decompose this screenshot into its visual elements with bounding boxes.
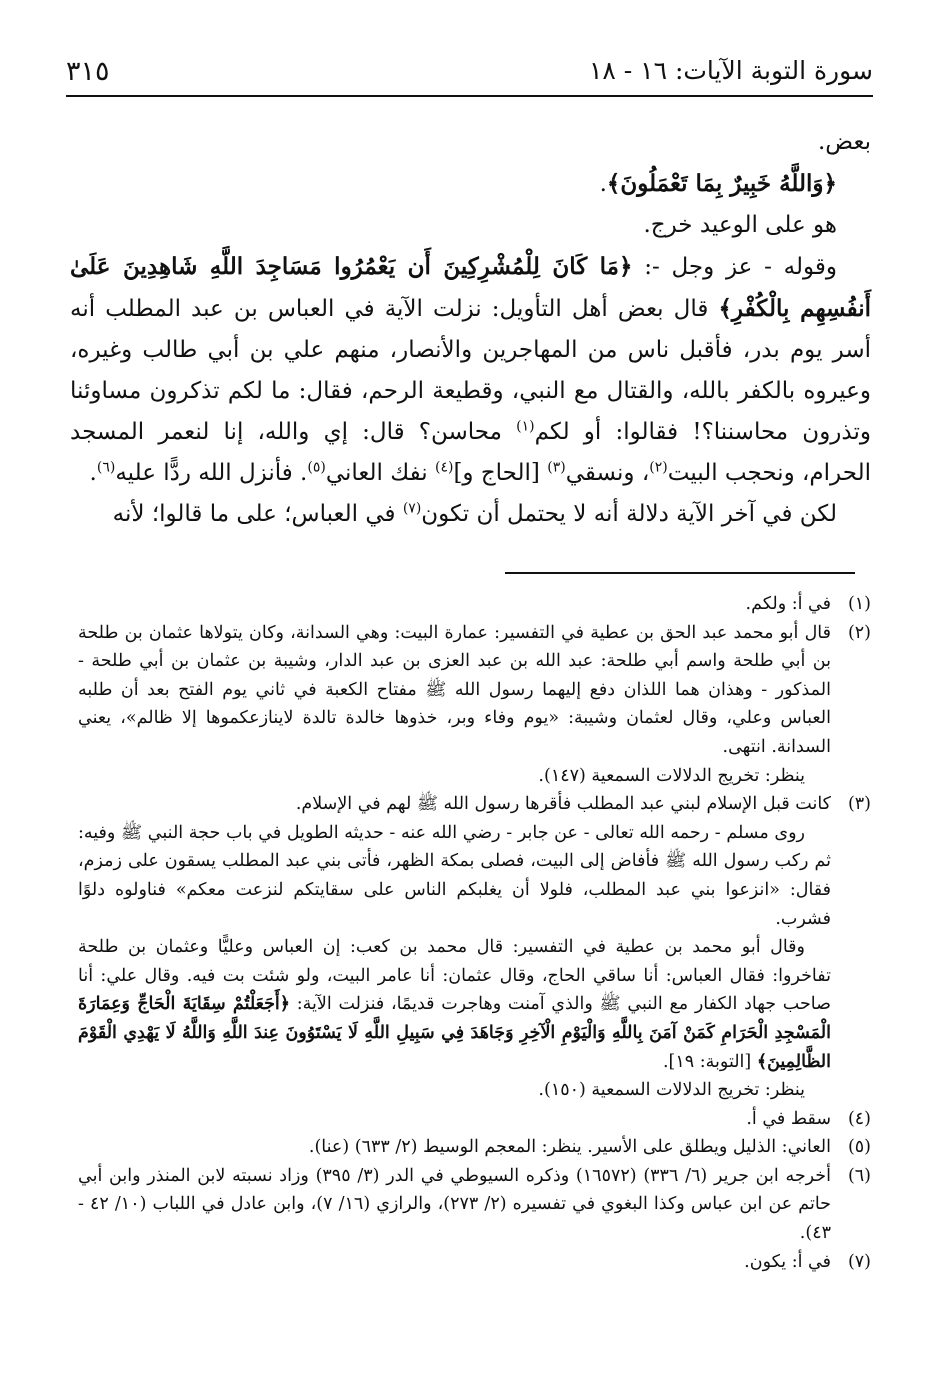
footnote-4: [78, 1105, 871, 1134]
text-run: نفك العاني: [325, 460, 435, 486]
footnote-3: [78, 790, 871, 1105]
paragraph-4: [70, 246, 871, 494]
text-run: ، ونسقي: [565, 460, 650, 486]
text-run: وقوله - عز وجل -:: [632, 254, 837, 280]
paragraph-2: [70, 163, 871, 205]
quran-verse: ﴿أَجَعَلْتُمْ سِقَايَةَ الْحَاجِّ وَعِمَارَةَ الْمَسْجِدِ الْحَرَامِ كَمَنْ آمَنَ بِاللَّهِ وَالْيَوْمِ الْآخِرِ وَجَاهَدَ فِي سَبِيلِ اللَّهِ لَا يَسْتَوُونَ عِندَ اللَّهِ وَاللَّهُ لَا يَهْدِي الْقَوْمَ الظَّالِمِينَ﴾: [78, 994, 831, 1072]
text-run: .: [89, 460, 97, 486]
paragraph-3: [70, 205, 871, 246]
footnote-number: (١): [847, 594, 871, 614]
footnote-number: (٦): [847, 1165, 871, 1186]
header-rule: [66, 95, 873, 97]
running-title: سورة التوبة الآيات: ١٦ - ١٨: [588, 56, 873, 85]
footnote-5: [78, 1133, 871, 1162]
footnote-ref[interactable]: (٥): [307, 459, 326, 476]
footnote-number: (٤): [847, 1108, 871, 1129]
page-header: [66, 52, 873, 92]
footnote-number: (٥): [847, 1137, 871, 1158]
footnote-text: أخرجه ابن جرير (٦/ ٣٣٦) (١٦٥٧٢) وذكره السيوطي في الدر (٣/ ٣٩٥) وزاد نسبته لابن المنذر وابن أبي حاتم عن ابن عباس وكذا البغوي في تفسيره (٢/ ٢٧٣)، والرازي (١٦/ ٧)، وابن عادل في اللباب (١٠/ ٤٢ - ٤٣).: [78, 1165, 831, 1244]
text-run: قال بعض أهل التأويل: نزلت الآية في العباس بن عبد المطلب أنه أسر يوم بدر، فأقبل ناس من المهاجرين والأنصار، منهم علي بن أبي طالب وغيره، وعيروه بالكفر بالله، والقتال مع النبي، وقطيعة الرحم، فقال: ما لكم تذكرون مساوئنا وتذرون محاسننا؟! فقالوا: أو لكم: [70, 296, 871, 445]
page-number: ٣١٥: [66, 56, 110, 87]
footnote-text: سقط في أ.: [746, 1108, 831, 1129]
text-run: [الحاج و]: [453, 460, 548, 486]
footnote-number: (٢): [847, 622, 871, 643]
text-run: لكن في آخر الآية دلالة أنه لا يحتمل أن تكون: [421, 501, 837, 527]
footnote-subtext: ينظر: تخريج الدلالات السمعية (١٤٧).: [538, 765, 805, 786]
footnote-ref[interactable]: (١): [516, 418, 535, 435]
footnote-6: [78, 1162, 871, 1248]
footnote-7: [78, 1248, 871, 1277]
footnote-text: في أ: ولكم.: [745, 594, 831, 614]
footnote-text: في أ: يكون.: [744, 1251, 831, 1272]
footnote-2: [78, 619, 871, 791]
text-run: وقال أبو محمد بن عطية في التفسير: قال محمد بن كعب: إن العباس وعليًّا وعثمان بن طلحة تفاخروا: فقال العباس: أنا ساقي الحاج، وقال عثمان: أنا عامر البيت، ولو شئت بت فيه. وقال علي: أنا صاحب جهاد الكفار مع النبي ﷺ والذي آمنت وهاجرت قديمًا، فنزلت الآية:: [78, 937, 831, 1015]
quran-verse: ﴿مَا كَانَ لِلْمُشْرِكِينَ أَن يَعْمُرُوا مَسَاجِدَ اللَّهِ شَاهِدِينَ عَلَىٰ أَنفُسِهِم بِالْكُفْرِ﴾: [70, 253, 872, 322]
footnote-separator: [505, 572, 855, 574]
text-run: [التوبة: ١٩].: [662, 1051, 757, 1072]
paragraph-1: [70, 122, 871, 163]
text-run: في العباس؛ على ما قالوا؛ لأنه: [112, 501, 403, 527]
footnote-ref[interactable]: (٦): [96, 459, 116, 476]
text-run: بعض.: [818, 129, 871, 155]
footnote-text: العاني: الذليل ويطلق على الأسير. ينظر: المعجم الوسيط (٢/ ٦٣٣) (عنا).: [308, 1137, 831, 1158]
footnote-subtext: روى مسلم - رحمه الله تعالى - عن جابر - رضي الله عنه - حديثه الطويل في باب حجة النبي ﷺ وفيه: ثم ركب رسول الله ﷺ فأفاض إلى البيت، فصلى بمكة الظهر، فأتى بني عبد المطلب يسقون على زمزم، فقال: «انزعوا بني عبد المطلب، فلولا أن يغلبكم الناس على سقايتكم لنزعت معكم» فناولوه دلوًا فشرب.: [78, 822, 831, 929]
footnote-ref[interactable]: (٧): [402, 500, 422, 517]
text-run: . فأنزل الله ردًّا عليه: [115, 460, 308, 486]
footnote-ref[interactable]: (٢): [649, 459, 668, 476]
paragraph-5: [70, 494, 871, 535]
text-run: هو على الوعيد خرج.: [643, 212, 837, 238]
footnote-subtext: ينظر: تخريج الدلالات السمعية (١٥٠).: [538, 1080, 805, 1101]
text-run: محاسن؟ قال: إي والله، إنا لنعمر المسجد الحرام، ونحجب البيت: [70, 419, 871, 486]
footnote-number: (٣): [847, 794, 871, 815]
main-text: [70, 122, 871, 535]
footnote-text: كانت قبل الإسلام لبني عبد المطلب فأقرها رسول الله ﷺ لهم في الإسلام.: [295, 794, 831, 815]
text-run: .: [599, 171, 607, 197]
footnote-number: (٧): [847, 1251, 871, 1272]
footnote-ref[interactable]: (٣): [547, 459, 566, 476]
footnote-1: [78, 590, 871, 619]
footnote-subtext: [78, 933, 831, 1076]
footnote-ref[interactable]: (٤): [434, 459, 454, 476]
footnotes: [78, 590, 871, 1276]
footnote-text: قال أبو محمد عبد الحق بن عطية في التفسير: عمارة البيت: وهي السدانة، وكان يتولاها عثمان بن طلحة بن أبي طلحة واسم أبي طلحة: عبد الله بن عبد العزى بن عبد الدار، وشيبة بن عثمان بن أبي طلحة - المذكور - وهذان هما اللذان دفع إليهما رسول الله ﷺ مفتاح الكعبة في ثاني يوم الفتح بعد أن طلبه العباس وعلي، وقال لعثمان وشيبة: «يوم وفاء وبر، خذوها خالدة تالدة لاينازعكموها إلا ظالم»، يعني السدانة. انتهى.: [78, 622, 832, 757]
quran-verse: ﴿وَاللَّهُ خَبِيرٌ بِمَا تَعْمَلُونَ﴾: [606, 170, 837, 197]
